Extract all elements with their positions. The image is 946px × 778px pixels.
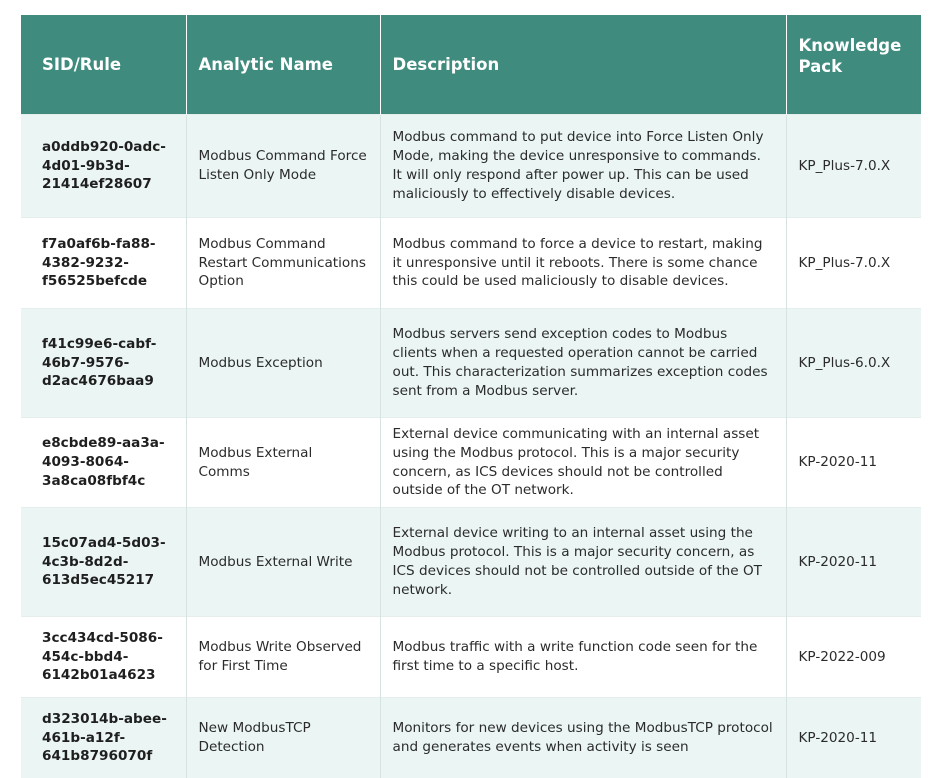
analytic-name-cell: New ModbusTCP Detection (186, 698, 380, 778)
description-cell: External device writing to an internal asset using the Modbus protocol. This is a major security concern, as ICS devices should not be controlled outside of the OT network. (380, 508, 786, 617)
sid-cell: 3cc434cd-5086-454c-bbd4-6142b01a4623 (21, 617, 186, 698)
sid-cell: 15c07ad4-5d03-4c3b-8d2d-613d5ec45217 (21, 508, 186, 617)
table-row (21, 115, 921, 218)
description-cell: Monitors for new devices using the ModbusTCP protocol and generates events when activity is seen (380, 698, 786, 778)
table-header (21, 15, 921, 115)
description-cell: Modbus servers send exception codes to Modbus clients when a requested operation cannot be carried out. This characterization summarizes exception codes sent from a Modbus server. (380, 309, 786, 418)
sid-cell: f7a0af6b-fa88-4382-9232-f56525befcde (21, 218, 186, 309)
knowledge-pack-cell: KP-2020-11 (786, 418, 921, 508)
header-knowledge-pack: Knowledge Pack (786, 15, 921, 115)
table-row (21, 698, 921, 778)
knowledge-pack-cell: KP_Plus-7.0.X (786, 115, 921, 218)
table-row (21, 508, 921, 617)
description-cell: Modbus command to force a device to restart, making it unresponsive until it reboots. There is some chance this could be used maliciously to disable devices. (380, 218, 786, 309)
knowledge-pack-cell: KP-2022-009 (786, 617, 921, 698)
table-body (21, 115, 921, 778)
header-sid: SID/Rule (21, 15, 186, 115)
analytic-name-cell: Modbus External Write (186, 508, 380, 617)
description-cell: Modbus traffic with a write function code seen for the first time to a specific host. (380, 617, 786, 698)
header-row (21, 15, 921, 115)
analytic-name-cell: Modbus Write Observed for First Time (186, 617, 380, 698)
table-row (21, 309, 921, 418)
analytic-name-cell: Modbus External Comms (186, 418, 380, 508)
analytic-name-cell: Modbus Exception (186, 309, 380, 418)
analytics-table (21, 15, 921, 778)
description-cell: External device communicating with an internal asset using the Modbus protocol. This is a major security concern, as ICS devices should not be controlled outside of the OT network. (380, 418, 786, 508)
sid-cell: a0ddb920-0adc-4d01-9b3d-21414ef28607 (21, 115, 186, 218)
header-description: Description (380, 15, 786, 115)
knowledge-pack-cell: KP_Plus-7.0.X (786, 218, 921, 309)
analytic-name-cell: Modbus Command Force Listen Only Mode (186, 115, 380, 218)
description-cell: Modbus command to put device into Force Listen Only Mode, making the device unresponsive to commands. It will only respond after power up. This can be used maliciously to effectively disable devices. (380, 115, 786, 218)
knowledge-pack-cell: KP-2020-11 (786, 508, 921, 617)
knowledge-pack-cell: KP_Plus-6.0.X (786, 309, 921, 418)
sid-cell: e8cbde89-aa3a-4093-8064-3a8ca08fbf4c (21, 418, 186, 508)
header-analytic-name: Analytic Name (186, 15, 380, 115)
knowledge-pack-cell: KP-2020-11 (786, 698, 921, 778)
sid-cell: f41c99e6-cabf-46b7-9576-d2ac4676baa9 (21, 309, 186, 418)
sid-cell: d323014b-abee-461b-a12f-641b8796070f (21, 698, 186, 778)
table-row (21, 218, 921, 309)
analytics-table-container (21, 15, 921, 778)
analytic-name-cell: Modbus Command Restart Communications Option (186, 218, 380, 309)
table-row (21, 418, 921, 508)
table-row (21, 617, 921, 698)
